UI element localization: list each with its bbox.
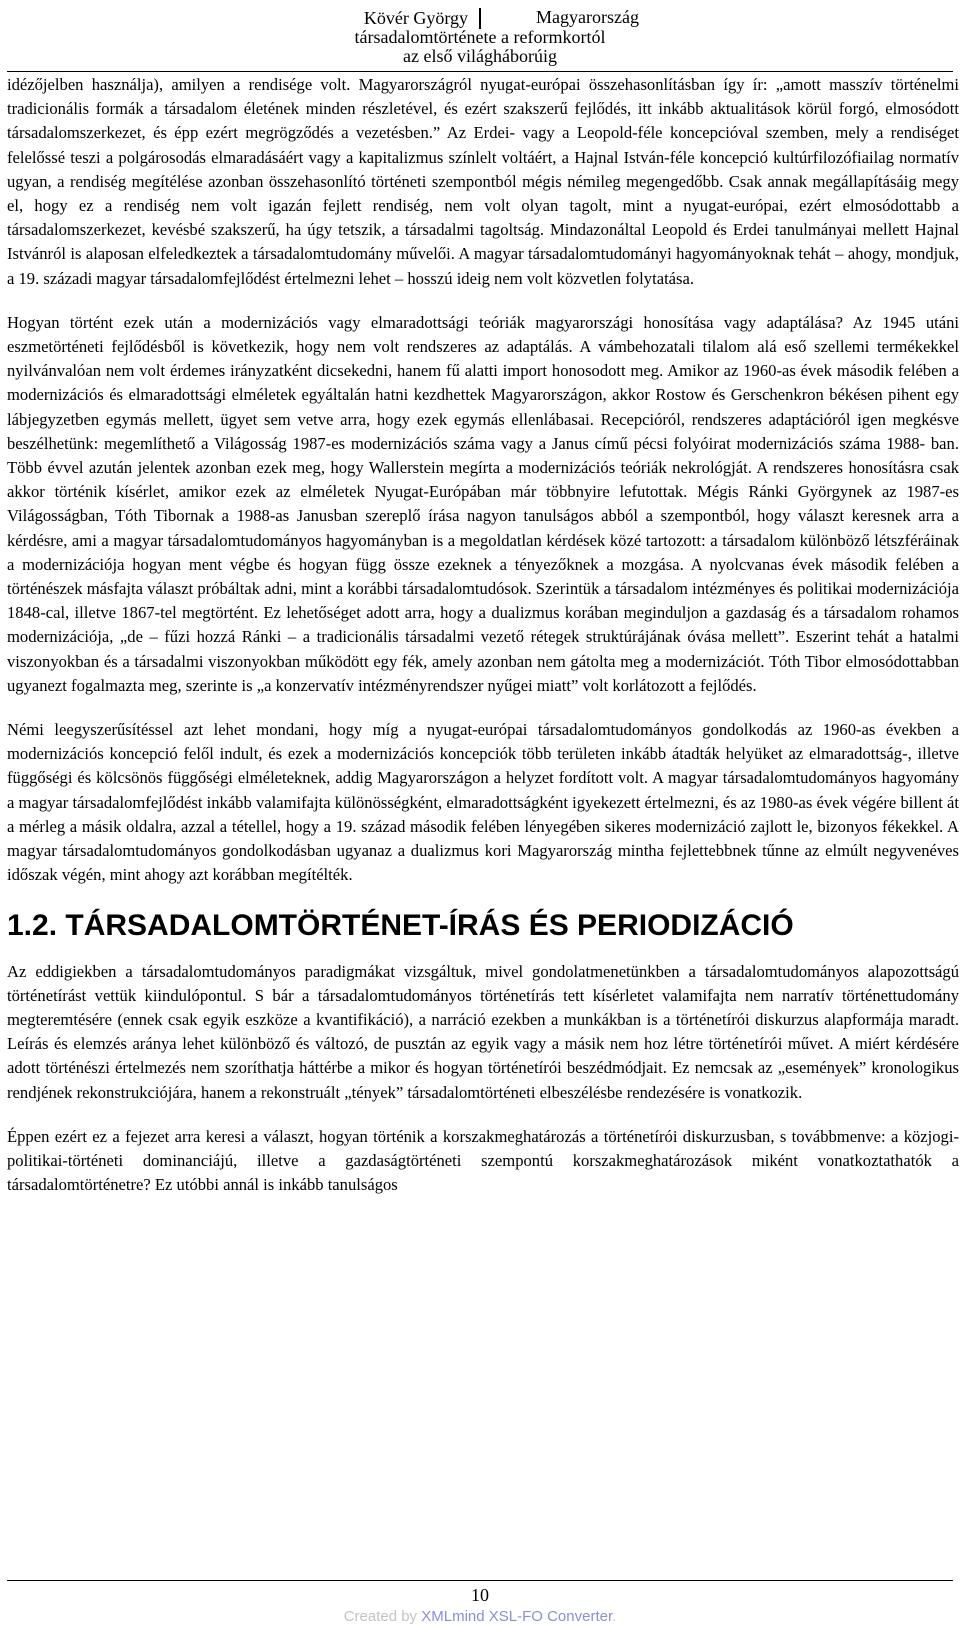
header-title-line-1: Magyarország — [536, 7, 639, 27]
page-number: 10 — [471, 1585, 489, 1605]
footer-rule — [7, 1580, 953, 1581]
credit-prefix: Created by — [343, 1608, 422, 1625]
page-content — [7, 73, 959, 1217]
body-paragraph-3: Némi leegyszerűsítéssel azt lehet mondani, hogy míg a nyugat-európai társadalomtudományos gondolkodás az 1960-as években a modernizációs koncepció felől indult, és ezek a modernizációs koncepciók több területen inkább átadták helyüket az elmaradottság-, illetve függőségi és kölcsönös függőségi elméleteknek, addig Magyarországon a helyzet fordított volt. A magyar társadalomtudományos hagyomány a magyar társadalomfejlődést inkább valamifajta különösségként, elmaradottságként igyekezett értelmezni, és az 1980-as évek végére billent át a mérleg a másik oldalra, azzal a tétellel, hogy a 19. század második felében lényegében sikeres modernizáció zajlott le, bizonyos fékekkel. A magyar társadalomtudományos gondolkodásban ugyanaz a dualizmus kori Magyarország mintha fejlettebbnek tűnne az elmúlt negyvenéves időszak végén, mint ahogy azt korábban megítélték. — [7, 720, 959, 885]
section-heading: 1.2. TÁRSADALOMTÖRTÉNET-ÍRÁS ÉS PERIODIZÁCIÓ — [7, 908, 794, 942]
header-title-line-2: társadalomtörténete a reformkortól — [354, 26, 606, 47]
header-rule — [7, 71, 953, 72]
body-paragraph-2: Hogyan történt ezek után a modernizációs vagy elmaradottsági teóriák magyarországi honosítása vagy adaptálása? Az 1945 utáni eszmetörténeti fejlődésből is következik, hogy nem volt rendszeres az adaptálás. A vámbehozatali tilalom alá eső szellemi termékekkel nyilvánvalóan nem volt érdemes irányzatként dicsekedni, hanem fű alatti import honosodott meg. Amikor az 1960-as évek második felében a modernizációs és elmaradottsági elméletek egyáltalán hatni kezdhettek Magyarországon, akkor Rostow és Gerschenkron békésen pihent egy lábjegyzetben egymás mellett, ügyet sem vetve arra, hogy ezek egymás ellenlábasai. Recepcióról, rendszeres adaptációról igen megkésve beszélhetünk: megemlíthető a Világosság 1987-es modernizációs száma vagy a Janus című pécsi folyóirat modernizációs száma 1988- ban. Több évvel azután jelentek azonban ezek meg, hogy Wallerstein megírta a modernizációs teóriák nekrológját. A rendszeres honosításra csak akkor történik kísérlet, amikor ezek az elméletek Nyugat-Európában már többnyire lefutottak. Mégis Ránki Györgynek az 1987-es Világosságban, Tóth Tibornak a 1988-as Janusban szereplő írása nagyon tanulságos abból a szempontból, hogy választ keresnek arra a kérdésre, ami a magyar társadalomtudományos hagyományban is a megoldatlan kérdések közé tartozott: a társadalom különböző létszféráinak a modernizációja hogyan ment végbe és hogyan függ össze ezeknek a tényezőknek a mozgása. A nyolcvanas évek második felében a történészek másfajta választ próbáltak adni, mint a korábbi társadalomtudósok. Szerintük a társadalom intézményes és politikai modernizációja 1848-cal, illetve 1867-tel megtörtént. Ez lehetőséget adott arra, hogy a dualizmus korában meginduljon a gazdaság és a társadalom rohamos modernizációja, „de – fűzi hozzá Ránki – a tradicionális társadalmi vezető rétegek struktúrájának óvása mellett”. Eszerint tehát a hatalmi viszonyokban és a társadalmi viszonyokban működött egy fék, amely azonban nem gátolta meg a modernizációt. Tóth Tibor elmosódottabban ugyanezt fogalmazta meg, szerinte is „a konzervatív intézményrendszer nyűgei miatt” volt korlátozott a fejlődés. — [7, 312, 959, 695]
credit-product-link[interactable]: XMLmind XSL-FO Converter — [421, 1608, 613, 1625]
header-book-title — [336, 7, 639, 67]
section-paragraph-2: Éppen ezért ez a fejezet arra keresi a választ, hogyan történik a korszakmeghatározás a történetírói diskurzusban, s továbbmenve: a közjogi-politikai-történeti dominanciájú, illetve a gazdaságtörténeti szempontú korszakmeghatározások miként vonatkoztathatók a társadalomtörténetre? Ez utóbbi annál is inkább tanulságos — [7, 1126, 959, 1195]
body-paragraph-1: idézőjelben használja), amilyen a rendisége volt. Magyarországról nyugat-európai összehasonlításban így ír: „amott masszív történelmi tradicionális formák a társadalom életének minden részletével, és ezért szakszerű fejlődés, itt inkább aktualitások körül forgó, elmosódott társadalomszerkezet, és épp ezért megrögződés a vezetésben.” Az Erdei- vagy a Leopold-féle koncepcióval szemben, mely a rendiséget felelőssé teszi a polgárosodás elmaradásáért vagy a kapitalizmus színlelt voltáért, a Hajnal István-féle koncepció kultúrfilozófiailag normatív ugyan, a rendiség megítélése azonban összehasonlító történeti szempontból mégis némileg megengedőbb. Csak annak megállapításáig megy el, hogy ez a rendiség nem volt igazán fejlett rendiség, nem volt olyan tagolt, mint a nyugat-európai, ezért elmosódottabb a társadalomszerkezet, kevésbé szakszerű, ha úgy tetszik, a társadalmi tagoltság. Mindazonáltal Leopold és Erdei tanulmányai mellett Hajnal Istvánról is alaposan elfeledkeztek a társadalomtudomány művelői. A magyar társadalomtudományi hagyományoknak tehát – ahogy, mondjuk, a 19. századi magyar társadalomfejlődést értelmezni lehet – hosszú ideig nem volt közvetlen folytatása. — [7, 75, 959, 288]
header-title-line-3: az első világháborúig — [403, 46, 557, 66]
converter-credit — [0, 1608, 960, 1625]
credit-suffix: . — [612, 1608, 617, 1625]
section-paragraph-1: Az eddigiekben a társadalomtudományos paradigmákat vizsgáltuk, mivel gondolatmenetünkben a társadalomtudományos alapozottságú történetírást vettük kiindulópontul. S bár a társadalomtudományos történetírás tett kísérletet valamifajta nem narratív történettudomány megteremtésére (ennek csak egyik eszköze a kvantifikáció), a narráció ezekben a munkákban is a történetírói diskurzus alapformája maradt. Leírás és elemzés aránya lehet különböző és változó, de pusztán az egyik vagy a másik nem hoz létre történetírói művet. A miért kérdésére adott történészi értelmezés nem szoríthatja háttérbe a mikor és hogyan történetírói beszédmódjait. Ez nemcsak az „események” kronologikus rendjének rekonstrukciójára, hanem a rekonstruált „tények” társadalomtörténeti elbeszélésbe rendezésére is vonatkozik. — [7, 961, 959, 1102]
page-header — [0, 6, 960, 66]
header-author: Kövér György — [363, 8, 468, 28]
